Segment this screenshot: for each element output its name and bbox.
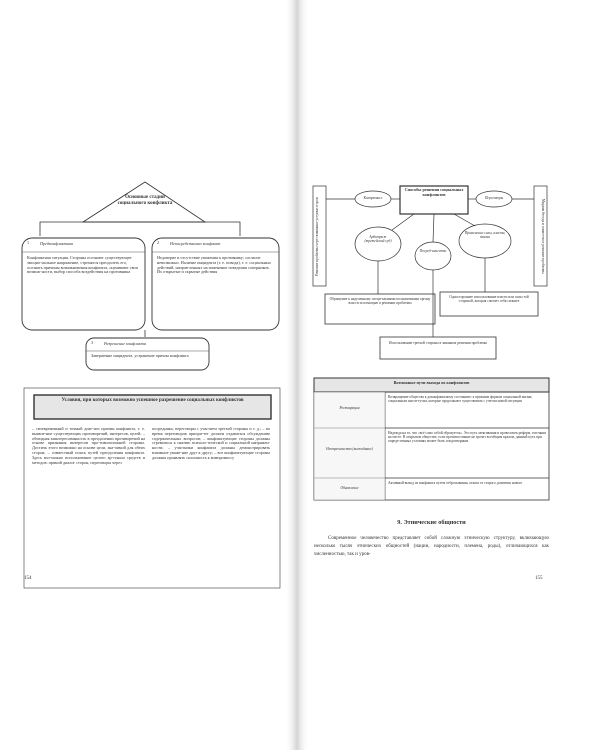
force-ellipse <box>459 224 511 258</box>
methods-box-left-text: Обращение к наделенному специ-альными полномочиями органу власти за помощью в решении проблемы <box>329 297 431 306</box>
compromise-label: Компромисс <box>363 196 383 200</box>
stage3-label: Разрешение конфликта <box>104 341 147 346</box>
mediation-ellipse <box>415 242 451 270</box>
conditions-title: Условия, при которых возможно успешное разрешение социальных конфликтов <box>61 398 244 403</box>
stage1-text: Конфликтная ситуация. Стороны осознают существующее эмоцио-нальное напряжение, стремятся преодолеть его, осознать причины возникновения конфликта, оценивают свои возмож-ности, выбор способа воздействия на противника <box>27 255 138 275</box>
stage3-text: Завершение инцидента, устранение причин конфликта <box>91 353 189 358</box>
force-label: Применение силы, власти, закона <box>464 231 506 240</box>
book-spine-shadow <box>285 0 309 750</box>
ways-row-3-desc: Активный выход из конфликта путем отбрасывания, отказа от старого, развития нового <box>388 481 523 485</box>
stage2-label: Непосредственно конфликт <box>170 241 221 246</box>
arbitration-label: Арбитраж (третейский суд) <box>364 235 392 244</box>
methods-box-right-text: Одностороннее использование власти или силы той стороной, которая считает себя сильнее <box>449 295 529 304</box>
stage2-number: 2 <box>157 240 160 245</box>
methods-left-vert-text: Решение проблемы через взаимные уступки сторон <box>315 196 319 276</box>
ways-row-2-name: Неотрешенство (выжидание) <box>326 447 373 451</box>
right-page-number: 155 <box>535 576 543 581</box>
methods-box-bottom-text: Использование третьей стороны в законном решении проблемы <box>389 341 487 345</box>
ways-row-2-desc: Надежда на то, что «всё само собой образуется». Это путь затягивания и проволочек реформ, топтания на месте. В открытом обществе, если противостояние не грозит всеобщим крахом, данный путь при опреде-ленных условиях может быть плодотворным <box>388 431 546 444</box>
stage1-label: Предконфликтная <box>40 241 73 246</box>
stage2-text: Недоверие и отсутствие уважения к противнику; согласие невозможно. Наличие инцидента (т. е. повода), т. е. социальных действий, направ-ленных на изменение поведения соперников. Их открытые и скрытые действия <box>157 255 271 275</box>
section-heading: 9. Этнические общности <box>397 519 466 526</box>
stage1-number: 1 <box>27 240 30 245</box>
section-paragraph: Современное человечество представляет собой сложную этническую структуру, включающую несколько тысяч этнических общностей (нации, народности, племена, роды), отличающихся как численностью, так и уров- <box>314 536 549 557</box>
arbitration-ellipse <box>355 227 401 261</box>
mediation-label: Посред-ничество <box>419 249 447 253</box>
methods-right-vert-text: Мирная беседа и совместное решение проблемы <box>541 198 545 274</box>
ways-row-1-name: Реставрация <box>339 406 360 410</box>
stage3-number: 3 <box>91 340 94 345</box>
left-page-number: 154 <box>24 576 32 581</box>
conditions-column-1: – своевременный и точный диаг-ноз причин конфликта, т. е. выявле-ние существующих противоречий, интересов, целей; – обоюдная заинтересованность в преодолении противоречий на основе признания интересов про-тивоположной стороны. Достичь этого возможно на основе цели, зна-чимой для обеих сторон; – совместный поиск путей преодоления конфликта. Здесь воз-можно использование целого ар-сенала средств и методов: прямой диалог сторон, переговоры через <box>32 426 145 465</box>
conditions-column-2: посредника, переговоры с участием третьей стороны и т. д.; – во время переговоров приори-тет должен отдаваться обсуждению содержательных вопросов; – конфликтующие стороны должны стремиться к снятию психоло-гической и социальной напряжен-ности; – участники конфликта должны демонстрировать взаимное уваже-ние друг к другу; – все конфликтующие стороны должны проявлять склонность к компромиссу <box>152 426 270 460</box>
negotiations-label: Переговоры <box>484 196 504 200</box>
ways-row-1-desc: Возвращение общества к доконфликтному состоянию: к прежним формам социальной жизни, социальным инсти-тутам, которые продолжают существовать с учетом новой ситуации <box>388 395 533 404</box>
methods-center-label: Способы решения социальных конфликтов <box>404 187 464 197</box>
stages-title: Основные стадии социального конфликта <box>117 195 173 206</box>
ways-title: Возможные пути выхода из конфликтов <box>393 380 470 385</box>
ways-row-3-name: Обновление <box>340 486 359 490</box>
